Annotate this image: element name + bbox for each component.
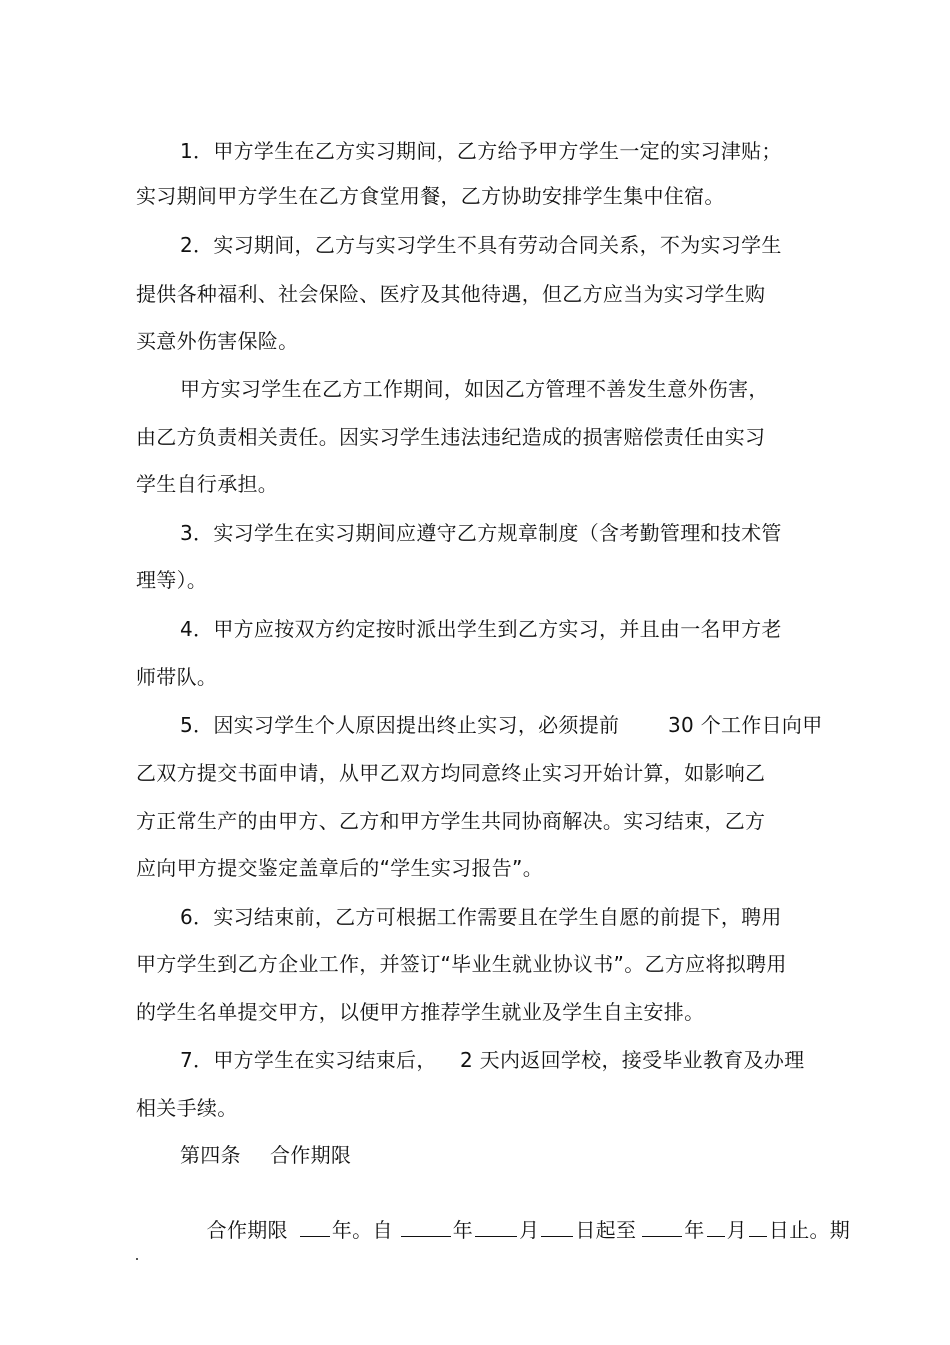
term-text: 年。自 bbox=[331, 1218, 393, 1242]
term-text: 月 bbox=[519, 1218, 540, 1242]
blank-end-month bbox=[707, 1216, 725, 1237]
text-line: 学生自行承担。 bbox=[136, 472, 279, 496]
article-number: 第四条 bbox=[180, 1143, 241, 1167]
text-line: 师带队。 bbox=[136, 665, 218, 689]
blank-end-day bbox=[749, 1216, 767, 1237]
text-line: 5．因实习学生个人原因提出终止实习，必须提前 bbox=[180, 713, 620, 737]
text-line: 由乙方负责相关责任。因实习学生违法违纪造成的损害赔偿责任由实习 bbox=[136, 425, 766, 449]
blank-start-year bbox=[401, 1216, 451, 1237]
term-line bbox=[180, 1190, 850, 1269]
text-line: 实习期间甲方学生在乙方食堂用餐，乙方协助安排学生集中住宿。 bbox=[136, 184, 725, 208]
term-text: 年 bbox=[452, 1218, 474, 1242]
page-mark bbox=[136, 1258, 138, 1260]
text-line: 30 个工作日向甲 bbox=[668, 713, 823, 737]
text-line: 甲方学生到乙方企业工作，并签订“毕业生就业协议书”。乙方应将拟聘用 bbox=[136, 952, 787, 976]
text-line: 乙双方提交书面申请，从甲乙双方均同意终止实习开始计算，如影响乙 bbox=[136, 761, 766, 785]
blank-end-year bbox=[642, 1216, 682, 1237]
text-line: 甲方实习学生在乙方工作期间，如因乙方管理不善发生意外伤害， bbox=[180, 377, 769, 401]
term-text: 日止。期 bbox=[768, 1218, 851, 1242]
text-line: 2．实习期间，乙方与实习学生不具有劳动合同关系，不为实习学生 bbox=[180, 233, 782, 257]
text-line: 买意外伤害保险。 bbox=[136, 329, 299, 353]
text-line: 1．甲方学生在乙方实习期间，乙方给予甲方学生一定的实习津贴； bbox=[180, 139, 782, 163]
text-line: 3．实习学生在实习期间应遵守乙方规章制度（含考勤管理和技术管 bbox=[180, 521, 782, 545]
blank-years bbox=[300, 1216, 330, 1237]
term-label: 合作期限 bbox=[206, 1218, 288, 1242]
article-title: 合作期限 bbox=[270, 1143, 352, 1167]
text-line: 2 天内返回学校，接受毕业教育及办理 bbox=[460, 1048, 805, 1072]
text-line: 应向甲方提交鉴定盖章后的“学生实习报告”。 bbox=[136, 856, 544, 880]
text-line: 的学生名单提交甲方，以便甲方推荐学生就业及学生自主安排。 bbox=[136, 1000, 705, 1024]
text-line: 相关手续。 bbox=[136, 1096, 238, 1120]
term-text: 日起至 bbox=[575, 1218, 637, 1242]
text-line: 6．实习结束前，乙方可根据工作需要且在学生自愿的前提下，聘用 bbox=[180, 905, 782, 929]
blank-start-day bbox=[541, 1216, 573, 1237]
text-line: 理等）。 bbox=[136, 568, 208, 592]
text-line: 提供各种福利、社会保险、医疗及其他待遇，但乙方应当为实习学生购 bbox=[136, 282, 766, 306]
text-line: 方正常生产的由甲方、乙方和甲方学生共同协商解决。实习结束，乙方 bbox=[136, 809, 766, 833]
blank-start-month bbox=[475, 1216, 517, 1237]
term-text: 月 bbox=[726, 1218, 747, 1242]
text-line: 7．甲方学生在实习结束后， bbox=[180, 1048, 437, 1072]
text-line: 4．甲方应按双方约定按时派出学生到乙方实习，并且由一名甲方老 bbox=[180, 617, 782, 641]
term-text: 年 bbox=[684, 1218, 705, 1242]
